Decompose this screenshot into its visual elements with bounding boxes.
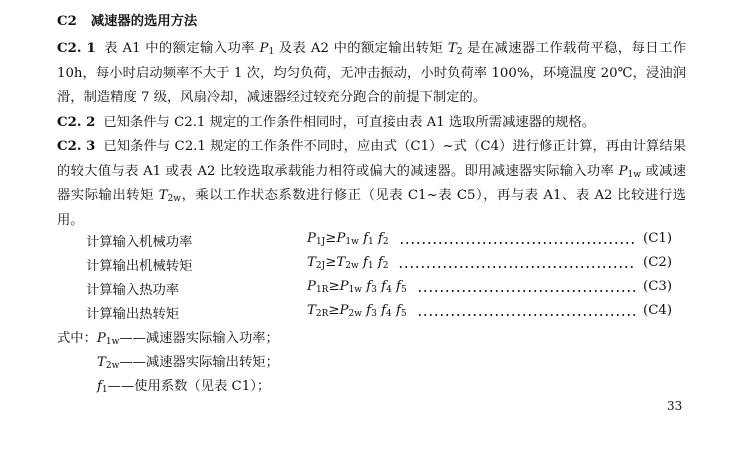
subscript: 1w bbox=[627, 169, 641, 180]
text-run: ≥ bbox=[328, 303, 340, 318]
subscript: 1w bbox=[345, 237, 359, 247]
clause-number: C2. 2 bbox=[57, 115, 96, 130]
math-variable: f bbox=[377, 231, 383, 246]
paragraph-c2-3 bbox=[57, 135, 686, 233]
math-variable: f bbox=[395, 303, 401, 318]
subscript: 2w bbox=[348, 309, 362, 319]
section-number: C2 bbox=[57, 14, 77, 29]
definition-p1w bbox=[57, 327, 279, 346]
text-run: 已知条件与 C2.1 规定的工作条件不同时，应由式（C1）~式（C4）进行修正计算，再由计算结果的较大值与表 A1 或表 A2 比较选取承载能力相符或偏大的减速器。即用减速器实际输入功率 bbox=[57, 139, 686, 179]
leader-dots bbox=[417, 290, 636, 292]
subscript: 2 bbox=[456, 47, 463, 57]
text-run: 是在减速器工作载荷平稳，每日工作10h，每小时启动频率不大于 1 次，均匀负荷，无冲击振动，小时负荷率 100%，环境温度 20℃，浸油润滑，制造精度 7 级，风扇冷却，减速器经过较充分跑合的前提下制定的。 bbox=[57, 41, 686, 105]
math-variable: f bbox=[381, 279, 387, 294]
paragraph-c2-2 bbox=[57, 111, 686, 136]
paragraph-text bbox=[57, 139, 686, 228]
math-variable: f bbox=[363, 231, 368, 246]
formula-c4 bbox=[0, 303, 744, 327]
subscript: 3 bbox=[371, 309, 377, 319]
text-run: 已知条件与 C2.1 规定的工作条件相同时，可直接由表 A1 选取所需减速器的规格。 bbox=[103, 115, 596, 130]
page-number: 33 bbox=[667, 399, 683, 413]
subscript: 2 bbox=[382, 237, 389, 247]
subscript: 2w bbox=[105, 361, 120, 371]
text-run: ≥ bbox=[325, 255, 337, 270]
formula-c1 bbox=[0, 231, 744, 255]
section-title: 减速器的选用方法 bbox=[90, 14, 198, 29]
text-run: ——减速器实际输出转矩； bbox=[119, 355, 279, 370]
text-run: 或减速器实际输出转矩 bbox=[57, 163, 686, 203]
subscript: 5 bbox=[400, 285, 407, 295]
math-variable: P bbox=[96, 331, 106, 346]
formula-c2 bbox=[0, 255, 744, 279]
math-variable: T bbox=[447, 41, 457, 56]
formula-label: 计算输出机械转矩 bbox=[86, 259, 193, 274]
math-variable: T bbox=[336, 255, 346, 270]
subscript: 3 bbox=[371, 285, 377, 295]
leader-dots bbox=[417, 314, 636, 316]
leader-dots bbox=[399, 242, 636, 244]
formula-tag: (C2) bbox=[643, 255, 673, 270]
formula-expression bbox=[307, 231, 389, 246]
math-variable: f bbox=[377, 255, 383, 270]
subscript: 5 bbox=[400, 309, 407, 319]
formula-expression bbox=[307, 255, 388, 270]
formula-label: 计算输出热转矩 bbox=[86, 307, 180, 322]
clause-number: C2. 1 bbox=[57, 41, 96, 56]
paragraph-text bbox=[103, 115, 595, 130]
subscript: 1R bbox=[315, 285, 329, 295]
math-variable: T bbox=[97, 355, 106, 370]
math-variable: P bbox=[259, 41, 269, 56]
math-variable: P bbox=[339, 279, 349, 294]
subscript: 1w bbox=[348, 285, 363, 295]
subscript: 2w bbox=[345, 261, 359, 271]
math-variable: f bbox=[366, 279, 372, 294]
leader-dots bbox=[398, 266, 636, 268]
formula-tag: (C3) bbox=[643, 279, 673, 294]
math-variable: P bbox=[307, 231, 316, 246]
formula-tag: (C1) bbox=[643, 231, 673, 246]
math-variable: f bbox=[366, 303, 372, 318]
math-variable: f bbox=[97, 379, 102, 394]
subscript: 1 bbox=[268, 47, 275, 57]
formula-expression bbox=[307, 279, 407, 294]
text-run: 及表 A2 中的额定输出转矩 bbox=[274, 41, 448, 56]
subscript: 2J bbox=[315, 261, 326, 271]
text-run: 式中： bbox=[57, 331, 97, 346]
text-run: ≥ bbox=[325, 231, 337, 246]
subscript: 4 bbox=[386, 285, 392, 295]
text-run: ，乘以工作状态系数进行修正（见表 C1~表 C5），再与表 A1、表 A2 比较进行选用。 bbox=[57, 188, 686, 228]
section-heading bbox=[57, 10, 197, 29]
subscript: 2R bbox=[315, 309, 329, 319]
formula-label: 计算输入机械功率 bbox=[86, 235, 193, 250]
formula-c3 bbox=[0, 279, 744, 303]
math-variable: P bbox=[336, 231, 346, 246]
text-run: 表 A1 中的额定输入功率 bbox=[103, 41, 260, 56]
math-variable: P bbox=[618, 163, 628, 179]
formula-label: 计算输入热功率 bbox=[86, 283, 180, 298]
math-variable: P bbox=[307, 279, 316, 294]
text-run: ——使用系数（见表 C1）； bbox=[107, 379, 271, 394]
definition-f1 bbox=[97, 375, 270, 394]
subscript: 1J bbox=[315, 237, 326, 247]
math-variable: f bbox=[381, 303, 386, 318]
math-variable: T bbox=[158, 188, 168, 203]
subscript: 1 bbox=[367, 261, 374, 271]
paragraph-c2-1 bbox=[57, 37, 686, 111]
math-variable: T bbox=[307, 303, 316, 318]
paragraph-text bbox=[57, 41, 686, 105]
subscript: 4 bbox=[385, 309, 392, 319]
math-variable: T bbox=[307, 255, 316, 270]
subscript: 2 bbox=[382, 261, 389, 271]
formula-expression bbox=[307, 303, 407, 318]
subscript: 1 bbox=[101, 385, 108, 395]
formula-tag: (C4) bbox=[643, 303, 673, 318]
subscript: 1 bbox=[368, 237, 374, 247]
math-variable: f bbox=[396, 279, 401, 294]
clause-number: C2. 3 bbox=[57, 139, 96, 154]
text-run: ——减速器实际输入功率； bbox=[119, 331, 279, 346]
text-run: ≥ bbox=[328, 279, 340, 294]
definition-t2w bbox=[97, 351, 279, 370]
math-variable: P bbox=[339, 303, 349, 318]
math-variable: f bbox=[362, 255, 368, 270]
subscript: 2w bbox=[167, 194, 182, 204]
subscript: 1w bbox=[105, 337, 120, 347]
